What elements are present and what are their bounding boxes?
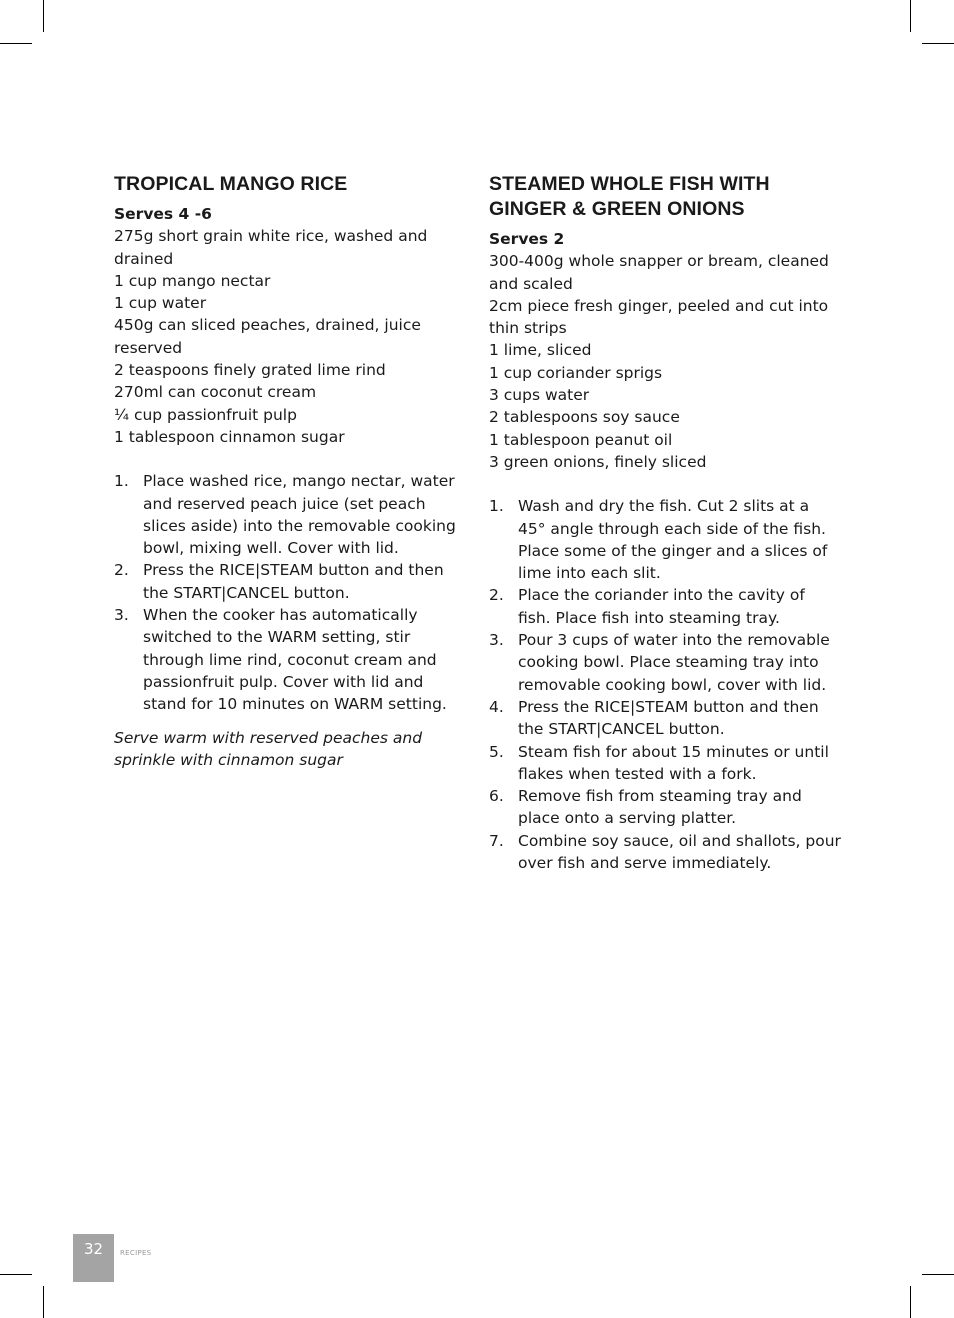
ingredient-item: ¼ cup passionfruit pulp bbox=[114, 405, 297, 424]
method-steps bbox=[489, 495, 841, 874]
step-number: 2. bbox=[489, 586, 504, 605]
crop-mark bbox=[0, 1274, 32, 1275]
ingredient-item: 1 cup water bbox=[114, 294, 207, 313]
step-number: 3. bbox=[489, 631, 504, 650]
ingredient-list bbox=[114, 225, 470, 448]
step-text: Press the RICE|STEAM button and then the START|CANCEL button. bbox=[143, 561, 444, 602]
step-number: 3. bbox=[114, 606, 129, 625]
ingredient-item: 2 tablespoons soy sauce bbox=[489, 408, 680, 427]
method-step bbox=[489, 741, 841, 786]
method-step bbox=[489, 830, 841, 875]
crop-mark bbox=[922, 1274, 954, 1275]
step-number: 6. bbox=[489, 787, 504, 806]
recipe-tropical-mango-rice bbox=[114, 172, 470, 771]
step-number: 2. bbox=[114, 561, 129, 580]
method-step bbox=[489, 696, 841, 741]
section-label: RECIPES bbox=[120, 1249, 152, 1257]
recipe-title: TROPICAL MANGO RICE bbox=[114, 173, 348, 195]
method-step bbox=[489, 785, 841, 830]
crop-mark bbox=[910, 0, 911, 32]
step-text: Place washed rice, mango nectar, water and reserved peach juice (set peach slices aside) into the removable cooking bowl, mixing well. Cover with lid. bbox=[143, 472, 456, 558]
step-text: Pour 3 cups of water into the removable cooking bowl. Place steaming tray into removable cooking bowl, cover with lid. bbox=[518, 631, 830, 694]
ingredient-item: 275g short grain white rice, washed and drained bbox=[114, 227, 428, 268]
method-steps bbox=[114, 470, 470, 715]
ingredient-item: 2cm piece fresh ginger, peeled and cut into thin strips bbox=[489, 296, 829, 338]
ingredient-item: 3 cups water bbox=[489, 386, 590, 405]
method-step bbox=[114, 470, 470, 559]
method-step bbox=[489, 495, 841, 584]
serving-note: Serve warm with reserved peaches and sprinkle with cinnamon sugar bbox=[114, 728, 423, 769]
step-text: Wash and dry the fish. Cut 2 slits at a 45° angle through each side of the fish. Place some of the ginger and a slices of lime into each slit. bbox=[518, 497, 828, 583]
ingredient-item: 450g can sliced peaches, drained, juice reserved bbox=[114, 316, 421, 357]
step-number: 1. bbox=[114, 472, 129, 491]
crop-mark bbox=[0, 43, 32, 44]
recipe-steamed-whole-fish bbox=[489, 172, 841, 874]
step-text: Press the RICE|STEAM button and then the START|CANCEL button. bbox=[518, 697, 819, 739]
crop-mark bbox=[922, 43, 954, 44]
page-number: 32 bbox=[73, 1234, 114, 1282]
ingredient-item: 1 cup mango nectar bbox=[114, 271, 271, 290]
method-step bbox=[489, 584, 841, 629]
crop-mark bbox=[43, 1286, 44, 1318]
step-number: 1. bbox=[489, 497, 504, 516]
method-step bbox=[114, 604, 470, 715]
serves-label: Serves 2 bbox=[489, 230, 565, 248]
step-number: 4. bbox=[489, 697, 504, 716]
step-number: 7. bbox=[489, 831, 504, 850]
ingredient-item: 1 cup coriander sprigs bbox=[489, 363, 663, 382]
step-text: Steam fish for about 15 minutes or until flakes when tested with a fork. bbox=[518, 742, 829, 783]
crop-mark bbox=[910, 1286, 911, 1318]
ingredient-item: 2 teaspoons finely grated lime rind bbox=[114, 361, 386, 380]
ingredient-item: 1 tablespoon cinnamon sugar bbox=[114, 427, 345, 446]
ingredient-item: 3 green onions, finely sliced bbox=[489, 452, 707, 471]
ingredient-item: 1 tablespoon peanut oil bbox=[489, 430, 673, 449]
step-text: When the cooker has automatically switched to the WARM setting, stir through lime rind, coconut cream and passionfruit pulp. Cover with lid and stand for 10 minutes on WARM setting. bbox=[143, 606, 447, 714]
method-step bbox=[114, 559, 470, 604]
ingredient-item: 300-400g whole snapper or bream, cleaned and scaled bbox=[489, 252, 829, 293]
ingredient-list bbox=[489, 250, 841, 473]
ingredient-item: 270ml can coconut cream bbox=[114, 383, 317, 402]
method-step bbox=[489, 629, 841, 696]
step-text: Remove fish from steaming tray and place onto a serving platter. bbox=[518, 787, 802, 828]
serves-label: Serves 4 -6 bbox=[114, 205, 212, 223]
crop-mark bbox=[43, 0, 44, 32]
ingredient-item: 1 lime, sliced bbox=[489, 341, 592, 360]
step-text: Place the coriander into the cavity of fish. Place fish into steaming tray. bbox=[518, 586, 805, 627]
recipe-title: STEAMED WHOLE FISH WITH GINGER & GREEN ONIONS bbox=[489, 173, 770, 220]
step-number: 5. bbox=[489, 742, 504, 761]
step-text: Combine soy sauce, oil and shallots, pour over fish and serve immediately. bbox=[518, 831, 841, 873]
